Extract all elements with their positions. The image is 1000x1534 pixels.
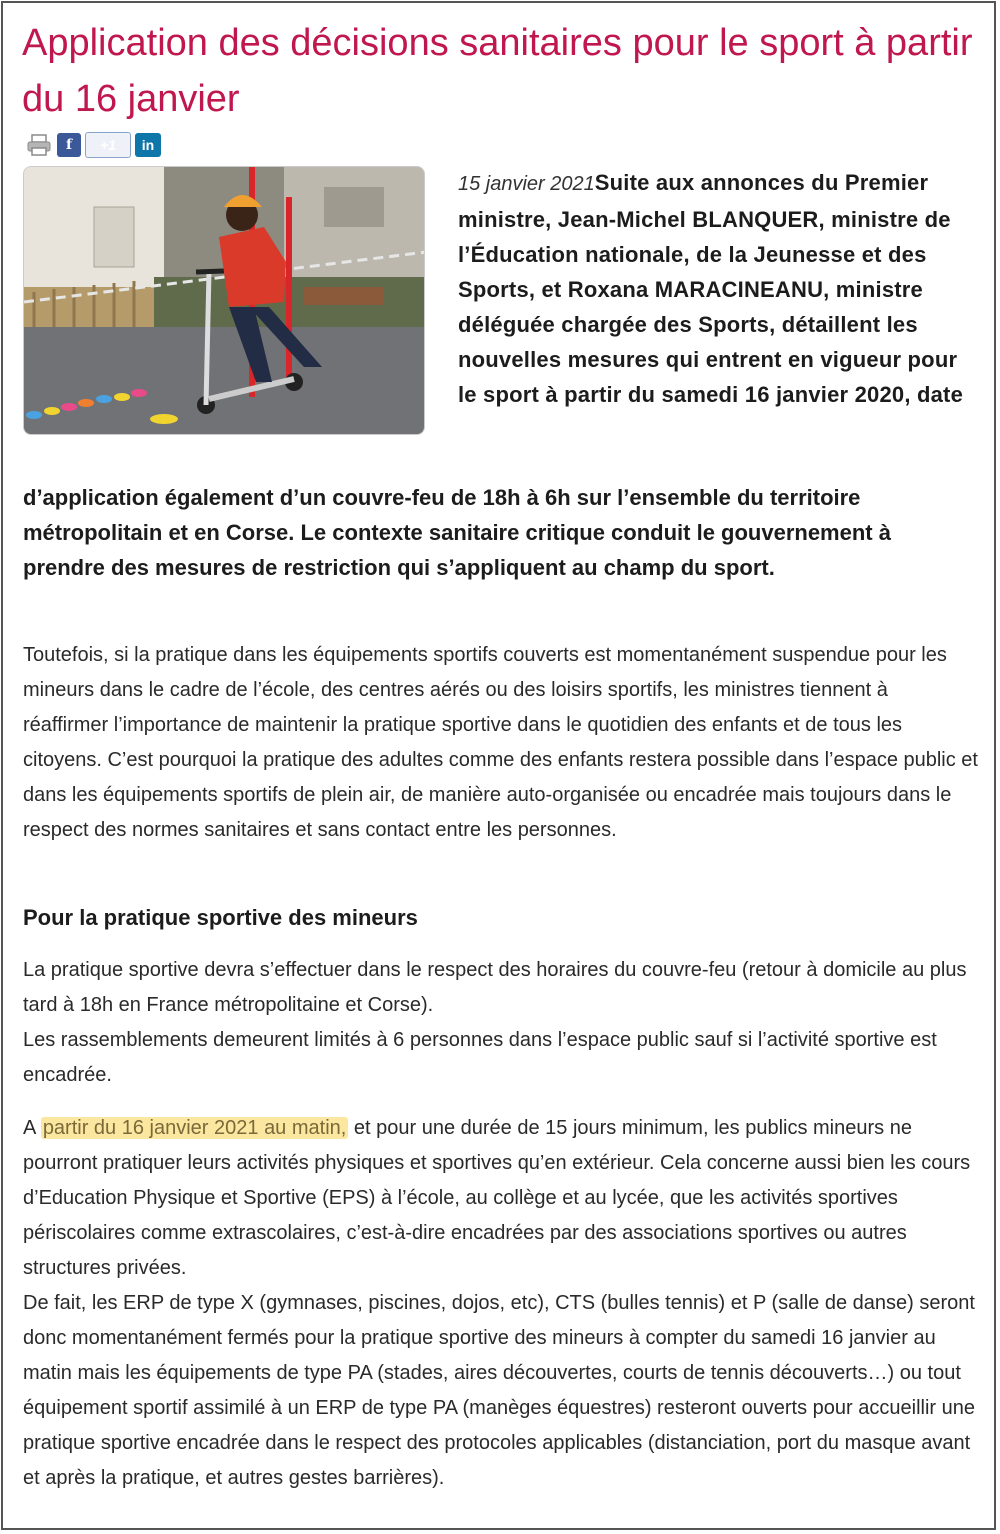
scooter-photo <box>24 167 425 435</box>
twitter-label: t <box>173 137 179 153</box>
article-title: Application des décisions sanitaires pour le sport à partir du 16 janvier <box>22 22 973 120</box>
article-frame <box>1 1 996 1530</box>
plusone-button[interactable] <box>85 132 131 158</box>
twitter-icon[interactable] <box>165 133 187 157</box>
paragraph-3-rest: et pour une durée de 15 jours minimum, les publics mineurs ne pourront pratiquer leurs activités physiques et sportives qu’en extérieur. Cela concerne aussi bien les cours d’Education Physique et Sportive (EPS) à l’école, au collège et au lycée, que les activités sportives périscolaires comme extrascolaires, c’est-à-dire encadrées par des associations sportives ou autres structures privées. <box>23 1117 971 1279</box>
paragraph-1: Toutefois, si la pratique dans les équipements sportifs couverts est momentanément suspendue pour les mineurs dans le cadre de l’école, des centres aérés ou des loisirs sportifs, les ministres tiennent à réaffirmer l’importance de maintenir la pratique sportive dans le quotidien des enfants et de tous les citoyens. C’est pourquoi la pratique des adultes comme des enfants restera possible dans l’espace public et dans les équipements sportifs de plein air, de manière auto-organisée ou encadrée mais toujours dans le respect des normes sanitaires et sans contact entre les personnes. <box>23 644 978 841</box>
linkedin-icon[interactable] <box>135 133 161 157</box>
article-date: 15 janvier 2021 <box>458 173 595 195</box>
facebook-label: f <box>65 137 73 153</box>
paragraph-2b: Les rassemblements demeurent limités à 6 personnes dans l’espace public sauf si l’activité sportive est encadrée. <box>23 1029 937 1086</box>
paragraph-4: De fait, les ERP de type X (gymnases, piscines, dojos, etc), CTS (bulles tennis) et P (salle de danse) seront donc momentanément fermés pour la pratique sportive des mineurs à compter du samedi 16 janvier au matin mais les équipements de type PA (stades, aires découvertes, courts de tennis découverts…) ou tout équipement sportif assimilé à un ERP de type PA (manèges équestres) resteront ouverts pour accueillir une pratique sportive encadrée dans le respect des protocoles applicables (distanciation, port du masque avant et après la pratique, et autres gestes barrières). <box>23 1292 975 1489</box>
intro-text: Suite aux annonces du Premier ministre, Jean-Michel BLANQUER, ministre de l’Éducation nationale, de la Jeunesse et des Sports, et Roxana MARACINEANU, ministre déléguée chargée des Sports, détaillent les nouvelles mesures qui entrent en vigueur pour le sport à partir du samedi 16 janvier 2020, date <box>458 170 964 407</box>
article-photo <box>23 166 425 435</box>
section-heading: Pour la pratique sportive des mineurs <box>23 905 418 930</box>
facebook-icon[interactable] <box>57 133 81 157</box>
intro-continued: d’application également d’un couvre-feu de 18h à 6h sur l’ensemble du territoire métropolitain et en Corse. Le contexte sanitaire critique conduit le gouvernement à prendre des mesures de restriction qui s’appliquent au champ du sport. <box>23 485 891 580</box>
intro-block <box>458 165 978 412</box>
share-bar <box>25 131 187 159</box>
print-icon[interactable] <box>25 133 53 157</box>
linkedin-label: in <box>141 137 155 153</box>
plusone-label: +1 <box>100 137 116 153</box>
highlighted-date: partir du 16 janvier 2021 au matin, <box>42 1117 347 1139</box>
paragraph-3 <box>23 1111 978 1286</box>
paragraph-3-start: A <box>23 1117 36 1139</box>
paragraph-2a: La pratique sportive devra s’effectuer dans le respect des horaires du couvre-feu (retour à domicile au plus tard à 18h en France métropolitaine et Corse). <box>23 959 967 1016</box>
